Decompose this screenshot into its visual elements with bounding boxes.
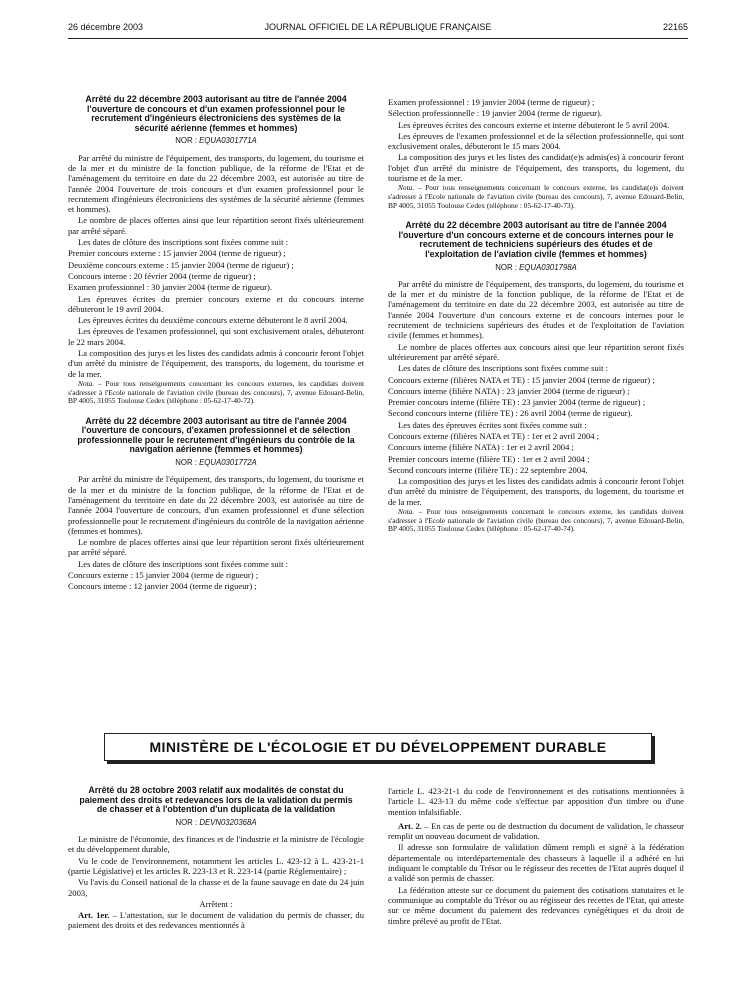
ministry-banner: MINISTÈRE DE L'ÉCOLOGIE ET DU DÉVELOPPEMENT DURABLE xyxy=(104,733,652,761)
paragraph: La composition des jurys et les listes des candidats admis à concourir feront l'objet d'un arrêté du ministre de l'équipement, des transports, du logement, du tourisme et de la mer. xyxy=(388,476,684,507)
paragraph: Les épreuves de l'examen professionnel et de la sélection professionnelle, qui sont exclusivement orales, débuteront le 15 mars 2004. xyxy=(388,130,684,152)
issue-date: 26 décembre 2003 xyxy=(68,22,144,32)
paragraph: Les dates de clôture des inscriptions sont fixées comme suit : xyxy=(78,558,289,569)
paragraph: Par arrêté du ministre de l'équipement, des transports, du logement, du tourisme et de la mer et du ministre de la fonction publique, de la réforme de l'Etat et de l'aménagement du territoire en date du 22 décembre 2003, est autorisée au titre de l'année 2004 l'ouverture de trois concours et d'un examen professionnel pour le recrutement d'ingénieurs électroniciens des systèmes de la sécurité aérienne (femmes et hommes). xyxy=(68,152,364,215)
paragraph: Les épreuves écrites du premier concours externe et du concours interne débuteront le 19 avril 2004. xyxy=(68,293,364,314)
right-column xyxy=(388,97,684,535)
header-rule xyxy=(68,38,688,39)
paragraph: Les épreuves de l'examen professionnel, qui sont exclusivement orales, débuteront le 22 mars 2004. xyxy=(68,326,364,347)
paragraph: Le ministre de l'économie, des finances et de l'industrie et la ministre de l'écologie et du développement durable, xyxy=(68,834,364,855)
nota-note: Nota. – Pour tous renseignements concernant le concours externe, les candidat(e)s doivent s'adresser à l'Ecole nationale de l'aviation civile (bureau des concours), 7, avenue Edouard-Belin, BP 4005, 31055 Toulouse Cedex (téléphone : 05-62-17-40-73). xyxy=(388,183,684,210)
list-item: Premier concours interne (filière TE) : 1er et 2 avril 2004 ; xyxy=(388,453,590,464)
nor-reference: NOR : EQUA0301772A xyxy=(175,458,257,468)
paragraph: Les épreuves écrites des concours externe et interne débuteront le 5 avril 2004. xyxy=(398,119,670,130)
paragraph: Le nombre de places offertes ainsi que leur répartition seront fixés ultérieurement par arrêté séparé. xyxy=(68,537,364,558)
list-item: Premier concours interne (filière TE) : 23 janvier 2004 (terme de rigueur) ; xyxy=(388,397,646,408)
paragraph: Le nombre de places offertes aux concours ainsi que leur répartition seront fixés ultérieurement par arrêté séparé. xyxy=(388,341,684,362)
paragraph: Vu le code de l'environnement, notamment les articles L. 423-12 à L. 423-21-1 (partie Législative) et les articles R. 223-13 et R. 223-14 (partie Réglementaire) ; xyxy=(68,855,364,876)
list-item: Concours interne (filière NATA) : 1er et 2 avril 2004 ; xyxy=(388,442,574,453)
bottom-right-column xyxy=(388,786,684,927)
list-item: Sélection professionnelle : 19 janvier 2004 (terme de rigueur). xyxy=(388,108,603,119)
list-item: Examen professionnel : 19 janvier 2004 (terme de rigueur) ; xyxy=(388,97,595,107)
paragraph: Les dates de clôture des inscriptions sont fixées comme suit : xyxy=(78,237,289,248)
paragraph: Vu l'avis du Conseil national de la chasse et de la faune sauvage en date du 24 juin 2003, xyxy=(68,877,364,898)
nota-note: Nota. – Pour tous renseignements concernant le concours externe, les candidats doivent s'adresser à l'Ecole nationale de l'aviation civile (bureau des concours), 7, avenue Edouard-Belin, BP 4005, 31055 Toulouse Cedex (téléphone : 05-62-17-40-74). xyxy=(388,507,684,534)
left-column xyxy=(68,95,364,593)
list-item: Concours interne : 12 janvier 2004 (terme de rigueur) ; xyxy=(68,581,257,592)
list-item: Deuxième concours externe : 15 janvier 2004 (terme de rigueur) ; xyxy=(68,259,294,270)
paragraph: l'article L. 423-21-1 du code de l'environnement et des cotisations mentionnées à l'article L. 423-13 du même code s'effectue par apposition d'un timbre ou d'une mention infalsifiable. xyxy=(388,786,684,817)
paragraph: Par arrêté du ministre de l'équipement, des transports, du logement, du tourisme et de la mer et du ministre de la fonction publique, de la réforme de l'Etat et de l'aménagement du territoire en date du 22 décembre 2003, est autorisée au titre de l'année 2004 l'ouverture d'un concours externe et de concours internes pour le recrutement de techniciens supérieurs des études et de l'exploitation de l'aviation civile (femmes et hommes). xyxy=(388,278,684,341)
decree-title: Arrêté du 22 décembre 2003 autorisant au titre de l'année 2004 l'ouverture d'un concours externe et de concours internes pour le recrutement de techniciens supérieurs des études et de l'exploitation de l'aviation civile (femmes et hommes) xyxy=(398,220,674,259)
paragraph: Les épreuves écrites du deuxième concours externe débuteront le 8 avril 2004. xyxy=(78,315,348,326)
bottom-left-column xyxy=(68,786,364,932)
nota-note: Nota. – Pour tous renseignements concernant les concours externes, les candidats doivent s'adresser à l'Ecole nationale de l'aviation civile (bureau des concours), 7, avenue Edouard-Belin, BP 4005, 31055 Toulouse Cedex (téléphone : 05-62-17-40-72). xyxy=(68,378,364,406)
paragraph: Les dates des épreuves écrites sont fixées comme suit : xyxy=(398,419,587,430)
paragraph: Les dates de clôture des inscriptions sont fixées comme suit : xyxy=(398,363,609,374)
list-item: Concours externe (filières NATA et TE) : 1er et 2 avril 2004 ; xyxy=(388,430,600,441)
paragraph: Le nombre de places offertes ainsi que leur répartition seront fixés ultérieurement par arrêté séparé. xyxy=(68,215,364,236)
nor-reference: NOR : EQUA0301798A xyxy=(495,262,577,272)
decree-title: Arrêté du 22 décembre 2003 autorisant au titre de l'année 2004 l'ouverture de concours et d'un examen professionnel pour le recrutement d'ingénieurs électroniciens des systèmes de la sécurité aérienne (femmes et hommes) xyxy=(85,94,347,133)
arretent-heading: Arrêtent : xyxy=(199,898,233,909)
nor-reference: NOR : DEVN0320368A xyxy=(175,817,257,827)
article-2: Art. 2. – En cas de perte ou de destruction du document de validation, le chasseur remplit un nouveau document de validation. xyxy=(388,820,685,842)
list-item: Concours externe : 15 janvier 2004 (terme de rigueur) ; xyxy=(68,570,259,581)
page-number: 22165 xyxy=(662,22,688,32)
page-header xyxy=(68,22,688,36)
decree-title: Arrêté du 28 octobre 2003 relatif aux modalités de constat du paiement des droits et redevances lors de la validation du permis de chasser et à l'obtention d'un duplicata de la validation xyxy=(79,785,353,815)
list-item: Second concours interne (filière TE) : 26 avril 2004 (terme de rigueur). xyxy=(388,408,633,419)
paragraph: La composition des jurys et les listes des candidat(e)s admis(es) à concourir feront l'objet d'un arrêté du ministre de l'équipement, des transports, du logement, du tourisme et de la mer. xyxy=(388,152,684,184)
paragraph: Par arrêté du ministre de l'équipement, des transports, du logement, du tourisme et de la mer et du ministre de la fonction publique, de la réforme de l'Etat et de l'aménagement du territoire en date du 22 décembre 2003, est autorisée au titre de l'année 2004 l'ouverture de concours, d'un examen professionnel et d'une sélection professionnelle pour le recrutement d'ingénieurs du contrôle de la navigation aérienne (femmes et hommes). xyxy=(68,474,364,536)
paragraph: La fédération atteste sur ce document du paiement des cotisations statutaires et le communique au comptable du Trésor ou au régisseur des recettes de l'Etat, qui atteste sur ce même document du paiement des redevances cynégétiques et du droit de timbre prélevé au profit de l'Etat. xyxy=(388,884,684,926)
list-item: Premier concours externe : 15 janvier 2004 (terme de rigueur) ; xyxy=(68,248,286,259)
nor-reference: NOR : EQUA0301771A xyxy=(175,136,257,146)
article-1: Art. 1er. – L'attestation, sur le document de validation du permis de chasser, du paiement des droits et des redevances mentionnés à xyxy=(68,910,364,931)
paragraph: La composition des jurys et les listes des candidats admis à concourir feront l'objet d'un arrêté du ministre de l'équipement, des transports, du logement, du tourisme et de la mer. xyxy=(68,348,364,379)
list-item: Concours externe (filières NATA et TE) : 15 janvier 2004 (terme de rigueur) ; xyxy=(388,374,655,385)
list-item: Concours interne (filière NATA) : 23 janvier 2004 (terme de rigueur) ; xyxy=(388,385,630,396)
decree-title: Arrêté du 22 décembre 2003 autorisant au titre de l'année 2004 l'ouverture de concours, d'examen professionnel et de sélection professionnelle pour le recrutement d'ingénieurs du contrôle de la navigation aérienne (femmes et hommes) xyxy=(77,415,355,455)
list-item: Concours interne : 20 février 2004 (terme de rigueur) ; xyxy=(68,270,256,281)
paragraph: Il adresse son formulaire de validation dûment rempli et signé à la fédération départementale ou interdépartementale des chasseurs à laquelle il a adhéré en lui indiquant le comptable du Trésor ou le régisseur des recettes de l'Etat auprès duquel il a validé son permis de chasser. xyxy=(388,842,684,884)
journal-title: JOURNAL OFFICIEL DE LA RÉPUBLIQUE FRANÇAISE xyxy=(264,22,492,32)
list-item: Examen professionnel : 30 janvier 2004 (terme de rigueur). xyxy=(68,282,273,293)
list-item: Second concours interne (filière TE) : 22 septembre 2004. xyxy=(388,464,588,475)
